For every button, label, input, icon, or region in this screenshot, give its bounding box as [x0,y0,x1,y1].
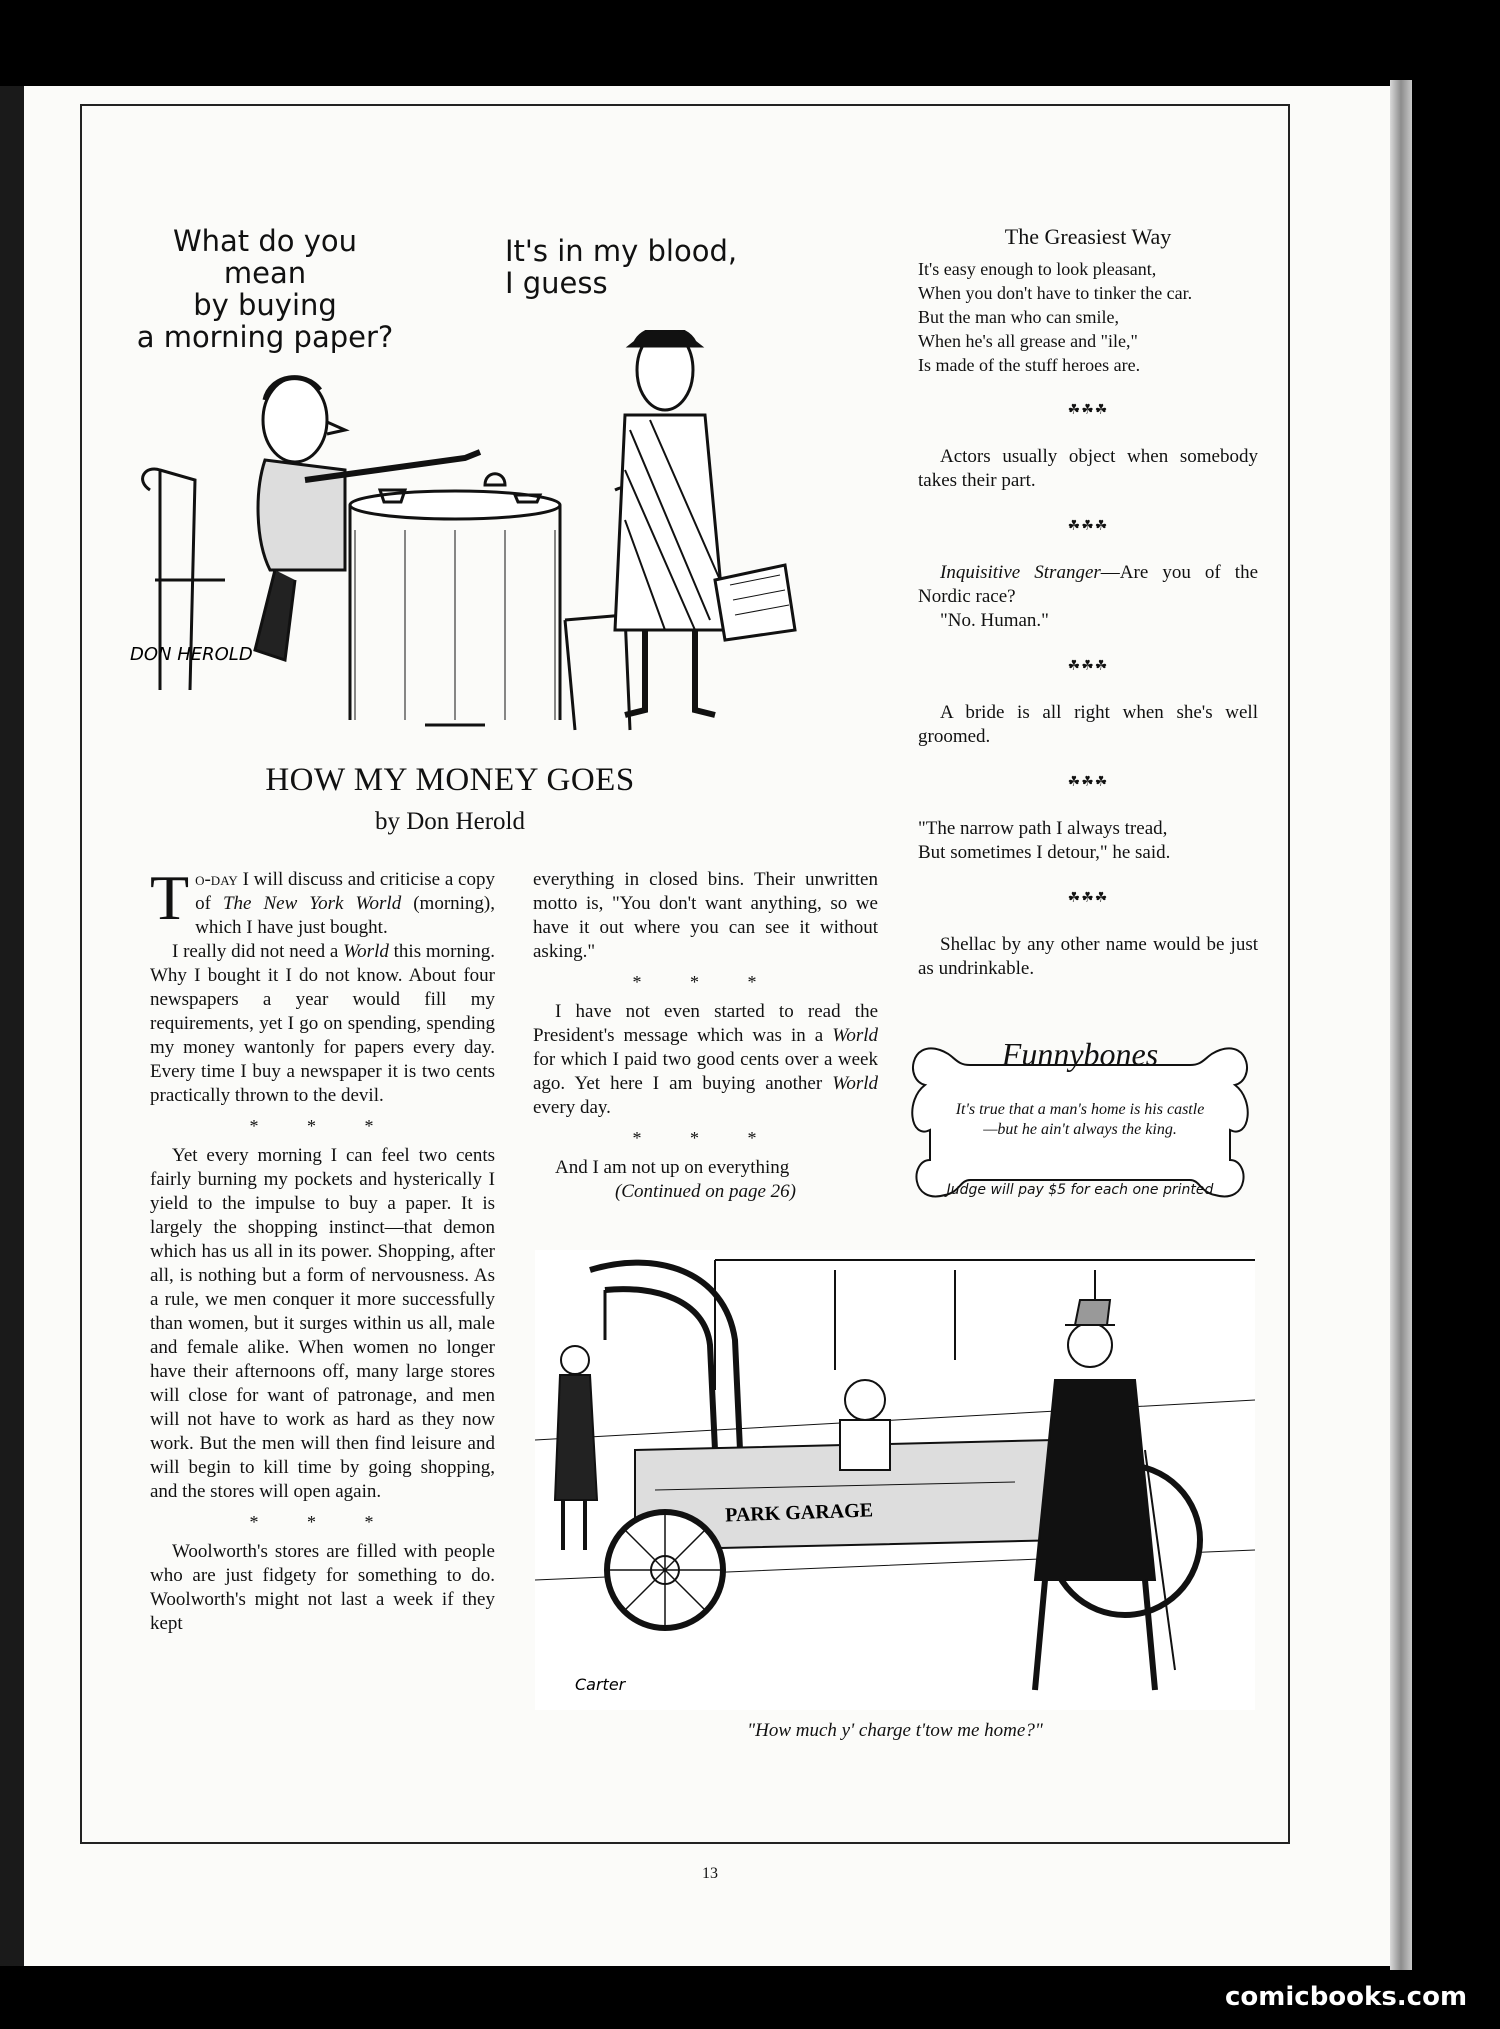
article-byline: by Don Herold [375,808,525,835]
joke-bride: A bride is all right when she's well groomed. [918,702,1258,747]
truck-sign: PARK GARAGE [724,1499,874,1527]
poem-line: But the man who can smile, [918,307,1119,327]
breakfast-cartoon-drawing [105,330,895,740]
joke-shellac: Shellac by any other name would be just as undrinkable. [918,934,1258,979]
continued-note: (Continued on page 26) [614,1181,796,1202]
section-stars: * * * [632,1128,779,1148]
poem [918,257,1258,377]
wife-caption: What do you mean by buying a morning paper? [136,224,394,354]
funnybones-joke: It's true that a man's home is his castle—but he ain't always the king. [955,1101,1205,1138]
funnybones-offer: Judge will pay $5 for each one printed [946,1182,1214,1198]
cartoon-tow-truck [535,1250,1255,1750]
clover-separator: ☘☘☘ [1067,659,1109,674]
article-para-7: And I am not up on everything [555,1157,790,1178]
tow-truck-drawing [535,1250,1255,1710]
poem-title: The Greasiest Way [1004,224,1172,249]
section-stars: * * * [249,1512,396,1532]
clover-separator: ☘☘☘ [1067,519,1109,534]
article-column-1 [150,862,496,1636]
funnybones-title: Funnybones [1001,1036,1159,1072]
joke-nordic-answer: "No. Human." [940,610,1049,631]
article-title: HOW MY MONEY GOES [265,762,635,798]
joke-narrow-path: "The narrow path I always tread, But sometimes I detour," he said. [918,818,1171,863]
watermark: comicbooks.com [1225,1982,1468,2012]
page-number: 13 [702,1865,718,1882]
section-stars: * * * [249,1116,396,1136]
article-para-4: Woolworth's stores are filled with people who are just fidgety for something to do. Woolworth's might not last a week if they kept [150,1541,495,1634]
article-para-2: I really did not need a World this morning. Why I bought it I do not know. About four newspapers a year would fill my requirements, yet I go on spending, spending my money wantonly for papers every day. Every time I buy a newspaper it is two cents practically thrown to the devil. [150,941,495,1106]
tow-truck-caption: "How much y' charge t'tow me home?" [747,1720,1043,1741]
article-para-6: I have not even started to read the President's message which was in a World for which I paid two good cents over a week ago. Yet here I am buying another World every day. [533,1001,878,1118]
clover-separator: ☘☘☘ [1067,775,1109,790]
clover-separator: ☘☘☘ [1067,891,1109,906]
cartoon-breakfast [105,220,895,740]
funnybones-box [900,1030,1260,1210]
article-para-3: Yet every morning I can feel two cents fairly burning my pockets and hysterically I yield to the impulse to buy a paper. It is largely the shopping instinct—that demon which has us all in its power. Shopping, after all, is nothing but a form of nervousness. As a rule, we men conquer it more successfully than women, but it surges within us all, male and female alike. When women no longer have their afternoons off, many large stores will close for want of patronage, and men will not have to work as hard as they now work. But the men will then find leisure and will begin to kill time by going shopping, and the stores will open again. [150,1145,495,1502]
section-stars: * * * [632,972,779,992]
sidebar-column [918,225,1258,981]
poem-line: Is made of the stuff heroes are. [918,355,1141,375]
clover-separator: ☘☘☘ [1067,403,1109,418]
article-column-2 [533,868,878,1204]
joke-actors: Actors usually object when somebody takes their part. [918,446,1258,491]
poem-line: When he's all grease and "ile," [918,331,1138,351]
husband-caption: It's in my blood, I guess [505,234,738,300]
facing-page-edge [0,86,24,1966]
article-para-5: everything in closed bins. Their unwritten motto is, "You don't want anything, so we have it out where you can see it without asking." [533,869,878,962]
poem-line: When you don't have to tinker the car. [918,283,1193,303]
page-stack-edge [1390,80,1412,1970]
article-para-1: To-day I will discuss and criticise a copy of The New York World (morning), which I have just bought. [150,862,496,938]
cartoon2-signature: Carter [575,1675,626,1694]
drop-cap: T [150,862,190,933]
joke-nordic: Inquisitive Stranger—Are you of the Nordic race? [918,562,1259,607]
poem-line: It's easy enough to look pleasant, [918,259,1157,279]
cartoon1-signature: DON HEROLD [130,644,253,665]
